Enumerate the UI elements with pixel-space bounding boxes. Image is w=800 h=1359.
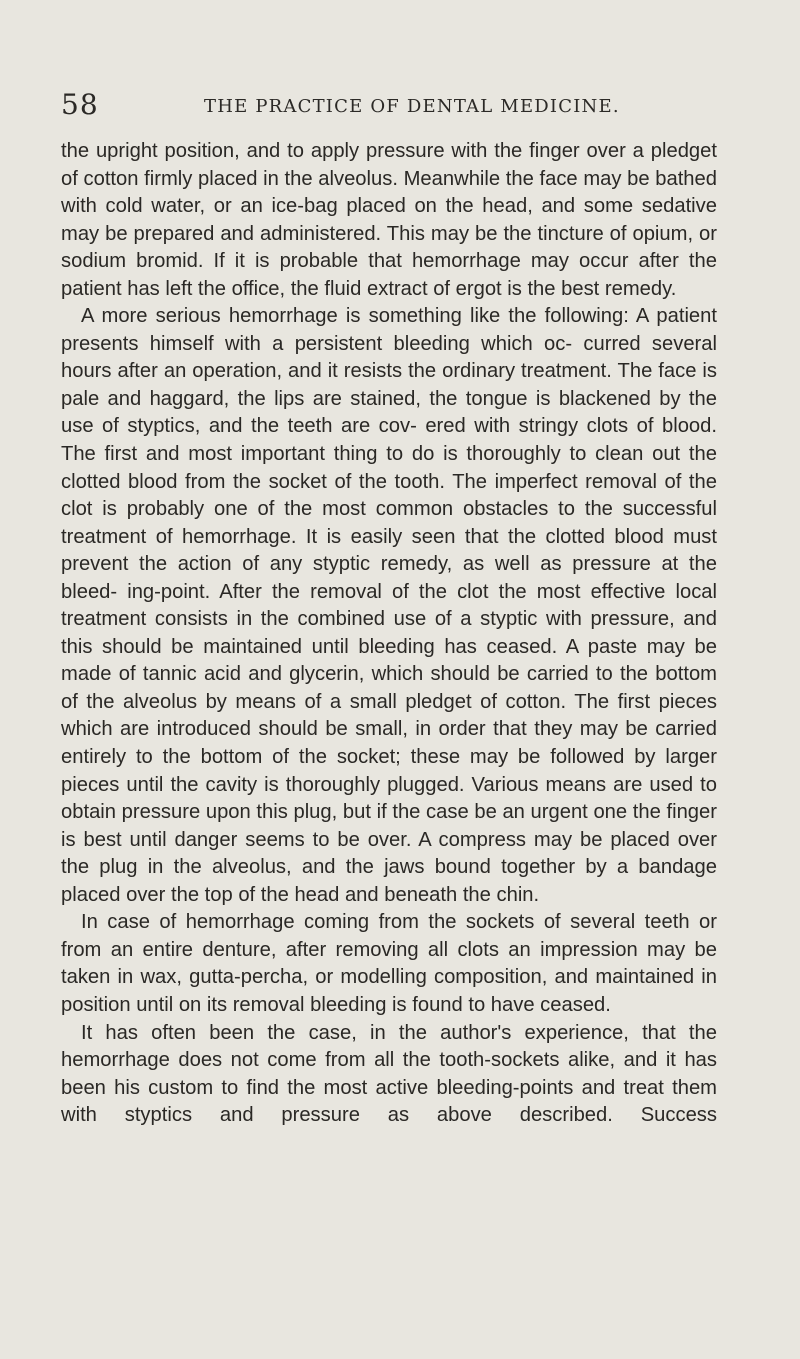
running-title: THE PRACTICE OF DENTAL MEDICINE.: [204, 96, 620, 117]
paragraph-several-teeth: In case of hemorrhage coming from the sockets of several teeth or from an entire denture, after removing all clots an impression may be taken in wax, gutta-percha, or modelling composition, and maintained in position until on its removal bleeding is found to have ceased.: [61, 911, 717, 1016]
page-header: [61, 88, 721, 124]
page-number: 58: [61, 88, 99, 121]
paragraph-continuation: the upright position, and to apply pressure with the finger over a pledget of cotton firmly placed in the alveolus. Meanwhile the face may be bathed with cold water, or an ice-bag placed on the head, and some sedative may be prepared and administered. This may be the tincture of opium, or sodium bromid. If it is probable that hemorrhage may occur after the patient has left the office, the fluid extract of ergot is the best remedy.: [61, 140, 717, 300]
paragraph-serious-hemorrhage: A more serious hemorrhage is something like the following: A patient presents himself with a persistent bleeding which oc- curred several hours after an operation, and it resists the ordinary treatment. The face is pale and haggard, the lips are stained, the tongue is blackened by the use of styptics, and the teeth are cov- ered with stringy clots of blood. The first and most important thing to do is thoroughly to clean out the clotted blood from the socket of the tooth. The imperfect removal of the clot is probably one of the most common obstacles to the successful treatment of hemorrhage. It is easily seen that the clotted blood must prevent the action of any styptic remedy, as well as pressure at the bleed- ing-point. After the removal of the clot the most effective local treatment consists in the combined use of a styptic with pressure, and this should be maintained until bleeding has ceased. A paste may be made of tannic acid and glycerin, which should be carried to the bottom of the alveolus by means of a small pledget of cotton. The first pieces which are introduced should be small, in order that they may be carried entirely to the bottom of the socket; these may be followed by larger pieces until the cavity is thoroughly plugged. Various means are used to obtain pressure upon this plug, but if the case be an urgent one the finger is best until danger seems to be over. A compress may be placed over the plug in the alveolus, and the jaws bound together by a bandage placed over the top of the head and beneath the chin.: [61, 305, 717, 906]
paragraph-author-experience: It has often been the case, in the author's experience, that the hemorrhage does not come from all the tooth-sockets alike, and it has been his custom to find the most active bleeding-points and treat them with styptics and pressure as above described. Success: [61, 1021, 717, 1127]
body-text: [61, 138, 717, 1130]
